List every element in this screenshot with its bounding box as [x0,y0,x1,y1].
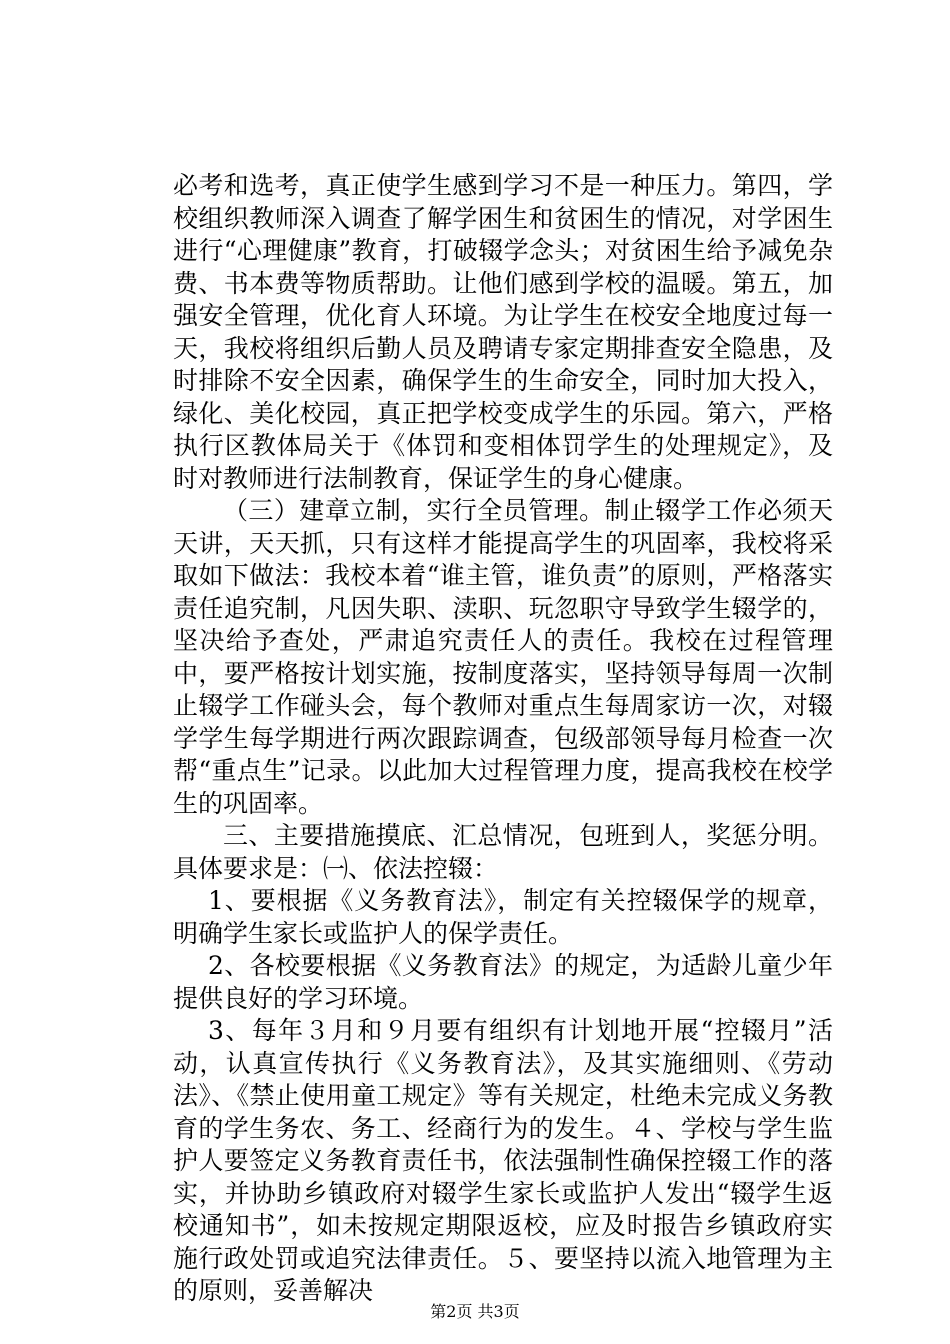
document-body [173,170,833,1308]
paragraph-measures-continued: 必考和选考，真正使学生感到学习不是一种压力。第四，学校组织教师深入调查了解学困生和贫困生的情况，对学困生进行“心理健康”教育，打破辍学念头；对贫困生给予减免杂费、书本费等物质帮助。让他们感到学校的温暖。第五，加强安全管理，优化育人环境。为让学生在校安全地度过每一天，我校将组织后勤人员及聘请专家定期排查安全隐患，及时排除不安全因素，确保学生的生命安全，同时加大投入，绿化、美化校园，真正把学校变成学生的乐园。第六，严格执行区教体局关于《体罚和变相体罚学生的处理规定》，及时对教师进行法制教育，保证学生的身心健康。 [173,171,833,493]
paragraph-rules-management: （三）建章立制，实行全员管理。制止辍学工作必须天天讲，天天抓，只有这样才能提高学生的巩固率，我校将采取如下做法：我校本着“谁主管，谁负责”的原则，严格落实责任追究制，凡因失职、渎职、玩忽职守导致学生辍学的，坚决给予查处，严肃追究责任人的责任。我校在过程管理中，要严格按计划实施，按制度落实，坚持领导每周一次制止辍学工作碰头会，每个教师对重点生每周家访一次，对辍学学生每学期进行两次跟踪调查，包级部领导每月检查一次帮“重点生”记录。以此加大过程管理力度，提高我校在校学生的巩固率。 [173,496,833,818]
paragraph-item-2: 2、各校要根据《义务教育法》的规定，为适龄儿童少年提供良好的学习环境。 [173,951,833,1013]
page-footer: 第2页 共3页 [430,1302,520,1321]
paragraph-item-1: 1、要根据《义务教育法》，制定有关控辍保学的规章，明确学生家长或监护人的保学责任。 [173,886,833,948]
paragraph-item-3: 3、每年３月和９月要有组织有计划地开展“控辍月”活动，认真宣传执行《义务教育法》，及其实施细则、《劳动法》、《禁止使用童工规定》等有关规定，杜绝未完成义务教育的学生务农、务工、经商行为的发生。４、学校与学生监护人要签定义务教育责任书，依法强制性确保控辍工作的落实，并协助乡镇政府对辍学生家长或监护人发出“辍学生返校通知书”，如未按规定期限返校，应及时报告乡镇政府实施行政处罚或追究法律责任。５、要坚持以流入地管理为主的原则，妥善解决 [173,1016,833,1305]
paragraph-main-measures: 三、主要措施摸底、汇总情况，包班到人，奖惩分明。具体要求是：㈠、依法控辍： [173,821,833,883]
